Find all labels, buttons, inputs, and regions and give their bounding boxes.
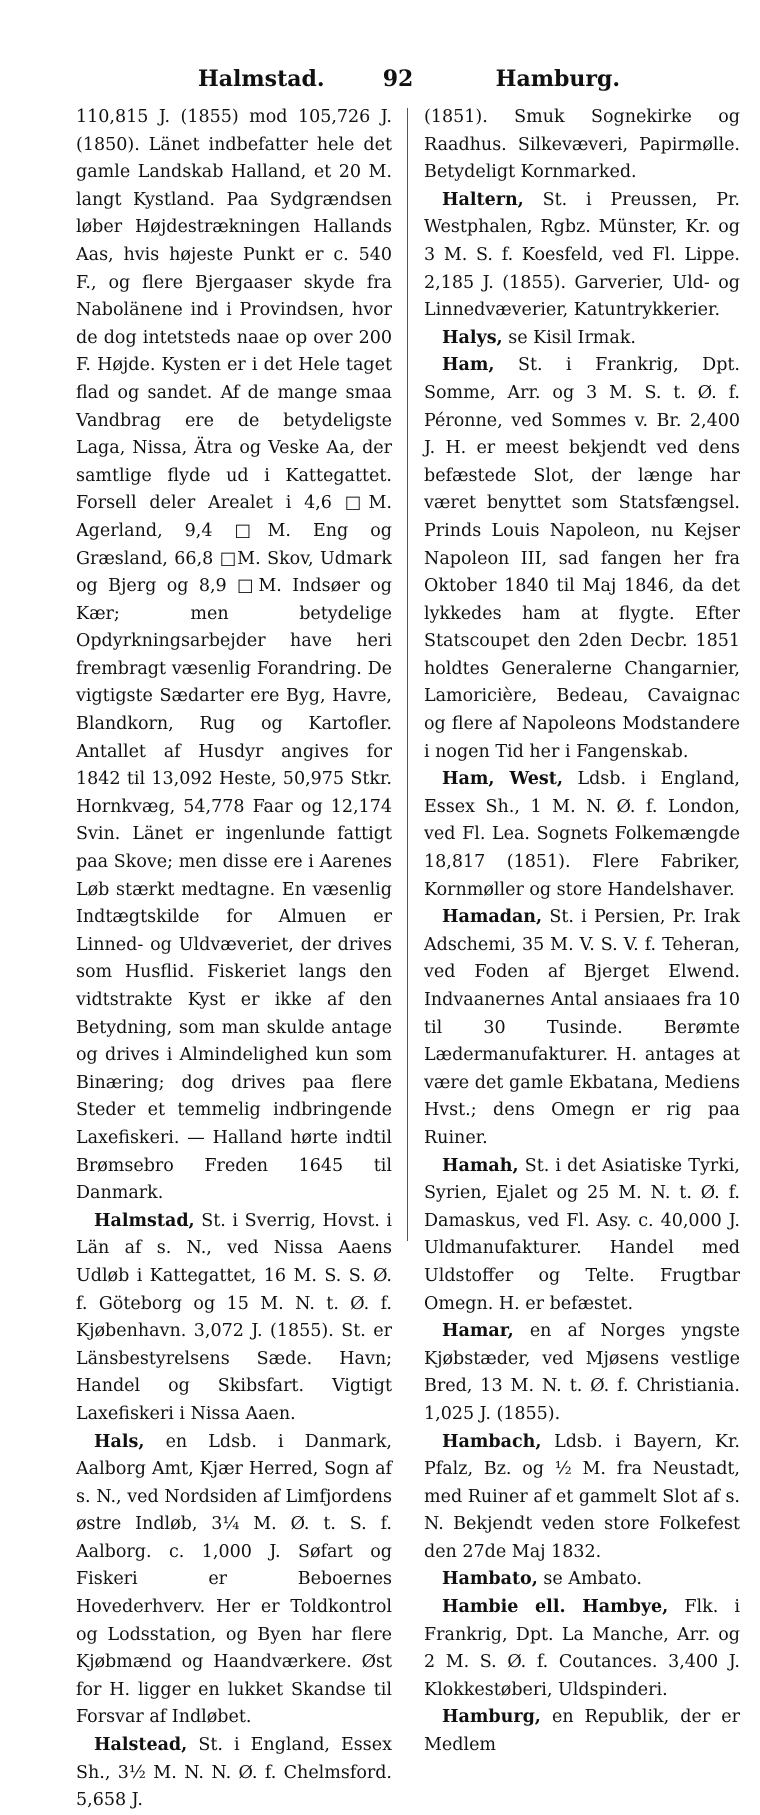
entry-text: en af Norges yngste Kjøbstæder, ved Mjøsens vestlige Bred, 13 M. N. t. Ø. f. Christiania. 1,025 J. (1855). [424,1321,740,1424]
entry-text: se Ambato. [543,1569,642,1590]
entry-hamar [424,1318,740,1428]
entry-halstead [76,1732,392,1815]
page-header [0,66,760,102]
entry-hamburg [424,1704,740,1759]
entry-halstead-continuation [424,104,740,187]
entry-headword: Hamadan, [442,907,543,928]
entry-text: St. i England, Essex Sh., 3½ M. N. N. Ø. f. Chelmsford. 5,658 J. [76,1735,392,1811]
entry-ham [424,352,740,766]
entry-headword: Hals, [94,1431,145,1452]
entry-text: se Kisil Irmak. [508,327,636,348]
entry-ham-west [424,766,740,904]
entry-headword: Hamah, [442,1155,519,1176]
entry-text: (1851). Smuk Sognekirke og Raadhus. Silkevæveri, Papirmølle. Betydeligt Kornmarked. [424,107,740,183]
column-divider [407,108,408,1241]
entry-headword: Hambie ell. Hambye, [442,1597,669,1618]
entry-headword: Hamburg, [442,1707,541,1728]
entry-hambach [424,1429,740,1567]
entry-haltern [424,187,740,325]
entry-headword: Hambach, [442,1431,542,1452]
entry-text: Ldsb. i England, Essex Sh., 1 M. N. Ø. f. London, ved Fl. Lea. Sognets Folkemængde 18,817 (1851). Flere Fabriker, Kornmøller og store Handelshaver. [424,769,740,900]
entry-text: en Ldsb. i Danmark, Aalborg Amt, Kjær Herred, Sogn af s. N., ved Nordsiden af Limfjordens østre Indløb, 3¼ M. Ø. t. S. f. Aalborg. c. 1,000 J. Søfart og Fiskeri er Beboernes Hovederhverv. Her er Toldkontrol og Lodsstation, og Byen har flere Kjøbmænd og Haandværkere. Øst for H. ligger en lukket Skandse til Forsvar af Indløbet. [76,1431,392,1728]
entry-text: Flk. i Frankrig, Dpt. La Manche, Arr. og 2 M. S. Ø. f. Coutances. 3,400 J. Klokkestøberi, Uldspinderi. [424,1597,740,1700]
entry-headword: Hamar, [442,1321,514,1342]
entry-text: St. i Sverrig, Hovst. i Län af s. N., ved Nissa Aaens Udløb i Kattegattet, 16 M. S. S. Ø. f. Göteborg og 15 M. N. t. Ø. f. Kjøbenhavn. 3,072 J. (1855). St. er Länsbestyrelsens Sæde. Havn; Handel og Skibsfart. Vigtigt Laxefiskeri i Nissa Aaen. [76,1210,392,1424]
header-right-word: Hamburg. [495,66,620,92]
entry-headword: Halys, [442,327,503,348]
entry-hambie [424,1594,740,1704]
entry-text: Ldsb. i Bayern, Kr. Pfalz, Bz. og ½ M. fra Neustadt, med Ruiner af et gammelt Slot af s. N. Bekjendt veden store Folkefest den 27de Maj 1832. [424,1431,740,1562]
entry-headword: Ham, West, [442,769,563,790]
entry-headword: Haltern, [442,189,524,210]
entry-text: St. i Frankrig, Dpt. Somme, Arr. og 3 M. S. t. Ø. f. Péronne, ved Sommes v. Br. 2,400 J. H. er meest bekjendt ved dens befæstede Slot, der længe har været benyttet som Statsfængsel. Prinds Louis Napoleon, nu Kejser Napoleon III, sad fangen her fra Oktober 1840 til Maj 1846, da det lykkedes ham at flygte. Efter Statscoupet den 2den Decbr. 1851 holdtes Generalerne Changarnier, Lamoricière, Bedeau, Cavaignac og flere af Napoleons Modstandere i nogen Tid her i Fangenskab. [424,355,740,762]
entry-headword: Hambato, [442,1569,538,1590]
entry-hamah [424,1153,740,1319]
entry-text: 110,815 J. (1855) mod 105,726 J. (1850). Länet indbefatter hele det gamle Landskab Halland, et 20 M. langt Kystland. Paa Sydgrændsen løber Højdestrækningen Hallands Aas, hvis højeste Punkt er c. 540 F., og flere Bjergaaser skyde fra Nabolänene ind i Provindsen, hvor de dog intetsteds naae op over 200 F. Højde. Kysten er i det Hele taget flad og sandet. Af de mange smaa Vandbrag ere de betydeligste Laga, Nissa, Ätra og Veske Aa, der samtlige flyde ud i Kattegattet. Forsell deler Arealet i 4,6 □M. Agerland, 9,4 □M. Eng og Græsland, 66,8 □M. Skov, Udmark og Bjerg og 8,9 □M. Indsøer og Kær; men betydelige Opdyrkningsarbejder have heri frembragt væsenlig Forandring. De vigtigste Sædarter ere Byg, Havre, Blandkorn, Rug og Kartofler. Antallet af Husdyr angives for 1842 til 13,092 Heste, 50,975 Stkr. Hornkvæg, 54,778 Faar og 12,174 Svin. Länet er ingenlunde fattigt paa Skove; men disse ere i Aarenes Løb stærkt medtagne. En væsenlig Indtægtskilde for Almuen er Linned- og Uldvæveriet, der drives som Husflid. Fiskeriet langs den vidtstrakte Kyst er ikke af den Betydning, som man skulde antage og drives i Almindelighed kun som Binæring; dog drives paa flere Steder et temmelig indbringende Laxefiskeri. — Halland hørte indtil Brømsebro Freden 1645 til Danmark. [76,107,392,1204]
entry-hambato [424,1566,740,1594]
entry-hamadan [424,904,740,1152]
header-left-word: Halmstad. [198,66,325,92]
entry-text: St. i Preussen, Pr. Westphalen, Rgbz. Münster, Kr. og 3 M. S. f. Koesfeld, ved Fl. Lippe. 2,185 J. (1855). Garverier, Uld- og Linnedvæverier, Katuntrykkerier. [424,189,740,321]
entry-hals [76,1429,392,1733]
entry-halmstad [76,1208,392,1429]
entry-headword: Halmstad, [94,1210,195,1231]
entry-headword: Ham, [442,355,495,376]
entry-text: St. i Persien, Pr. Irak Adschemi, 35 M. V. S. V. f. Teheran, ved Foden af Bjerget Elwend. Indvaanernes Antal ansiaaes fra 10 til 30 Tusinde. Berømte Lædermanufakturer. H. antages at være det gamle Ekbatana, Mediens Hvst.; dens Omegn er rig paa Ruiner. [424,907,740,1148]
entry-halland-continuation [76,104,392,1208]
entry-text: St. i det Asiatiske Tyrki, Syrien, Ejalet og 25 M. N. t. Ø. f. Damaskus, ved Fl. Asy. c. 40,000 J. Uldmanufakturer. Handel med Uldstoffer og Telte. Frugtbar Omegn. H. er befæstet. [424,1155,740,1314]
entry-halys [424,325,740,353]
page-number: 92 [382,66,414,92]
right-column [424,104,740,1760]
entry-text: en Republik, der er Medlem [424,1707,740,1756]
entry-headword: Halstead, [94,1735,188,1756]
left-column [76,104,392,1815]
